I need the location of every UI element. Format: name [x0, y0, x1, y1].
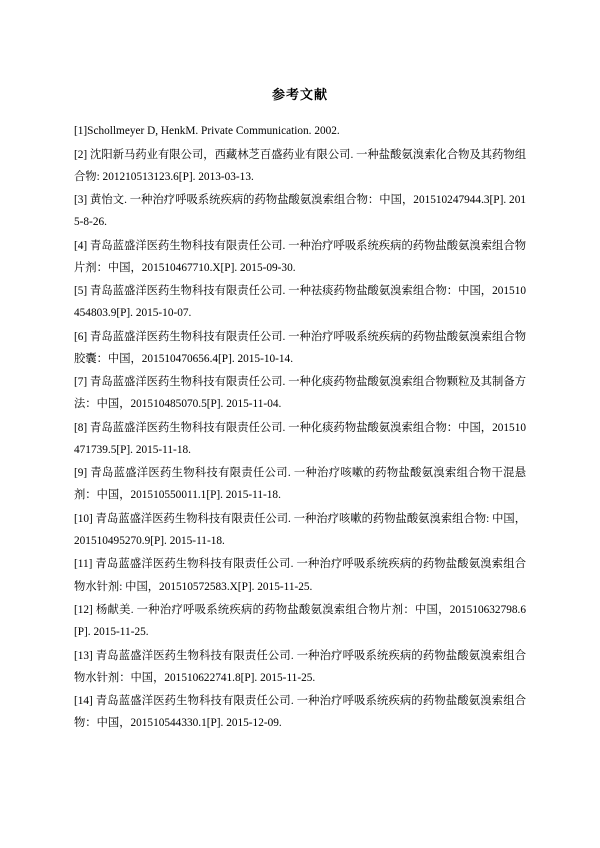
- reference-entry: [4] 青岛蓝盛洋医药生物科技有限责任公司. 一种治疗呼吸系统疾病的药物盐酸氨溴索组合物片剂：中国，201510467710.X[P]. 2015-09-30.: [74, 239, 526, 274]
- reference-entry: [12] 杨献美. 一种治疗呼吸系统疾病的药物盐酸氨溴索组合物片剂：中国，201510632798.6[P]. 2015-11-25.: [74, 604, 526, 639]
- reference-entry: [3] 黄怡文. 一种治疗呼吸系统疾病的药物盐酸氨溴索组合物：中国，201510247944.3[P]. 2015-8-26.: [74, 194, 526, 229]
- page-title: 参考文献: [271, 87, 328, 102]
- reference-list: [74, 120, 526, 734]
- reference-entry: [14] 青岛蓝盛洋医药生物科技有限责任公司. 一种治疗呼吸系统疾病的药物盐酸氨溴索组合物：中国，201510544330.1[P]. 2015-12-09.: [74, 695, 526, 730]
- reference-entry: [1]Schollmeyer D, HenkM. Private Communication. 2002.: [74, 125, 340, 138]
- reference-entry: [6] 青岛蓝盛洋医药生物科技有限责任公司. 一种治疗呼吸系统疾病的药物盐酸氨溴索组合物胶囊：中国，201510470656.4[P]. 2015-10-14.: [74, 330, 526, 365]
- reference-entry: [5] 青岛蓝盛洋医药生物科技有限责任公司. 一种祛痰药物盐酸氨溴索组合物：中国，201510454803.9[P]. 2015-10-07.: [74, 285, 526, 320]
- reference-entry: [7] 青岛蓝盛洋医药生物科技有限责任公司. 一种化痰药物盐酸氨溴索组合物颗粒及其制备方法：中国，201510485070.5[P]. 2015-11-04.: [74, 376, 526, 411]
- reference-entry: [9] 青岛蓝盛洋医药生物科技有限责任公司. 一种治疗咳嗽的药物盐酸氨溴索组合物干混悬剂：中国，201510550011.1[P]. 2015-11-18.: [74, 467, 526, 502]
- reference-entry: [13] 青岛蓝盛洋医药生物科技有限责任公司. 一种治疗呼吸系统疾病的药物盐酸氨溴索组合物水针剂：中国，201510622741.8[P]. 2015-11-25.: [74, 649, 526, 684]
- reference-entry: [2] 沈阳新马药业有限公司，西藏林芝百盛药业有限公司. 一种盐酸氨溴索化合物及其药物组合物: 201210513123.6[P]. 2013-03-13.: [74, 148, 526, 183]
- reference-entry: [11] 青岛蓝盛洋医药生物科技有限责任公司. 一种治疗呼吸系统疾病的药物盐酸氨溴索组合物水针剂: 中国，201510572583.X[P]. 2015-11-25.: [74, 558, 526, 593]
- reference-entry: [8] 青岛蓝盛洋医药生物科技有限责任公司. 一种化痰药物盐酸氨溴索组合物：中国，201510471739.5[P]. 2015-11-18.: [74, 421, 526, 456]
- reference-entry: [10] 青岛蓝盛洋医药生物科技有限责任公司. 一种治疗咳嗽的药物盐酸氨溴索组合物: 中国，201510495270.9[P]. 2015-11-18.: [74, 512, 526, 547]
